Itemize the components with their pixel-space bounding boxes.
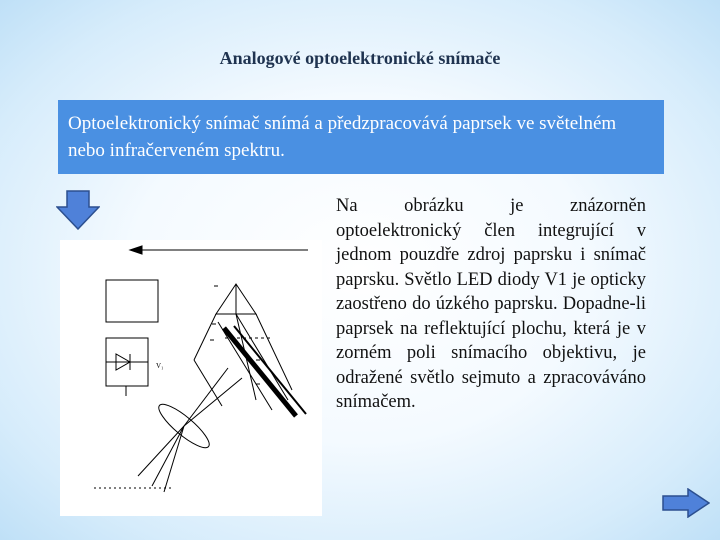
description-text: Na obrázku je znázorněn optoelektronický člen integrující v jednom pouzdře zdroj paprsku i snímač paprsku. Světlo LED diody V1 je opticky zaostřeno do úzkého paprsku. Dopadne-li paprsek na reflektující plochu, která je v zorném poli snímacího objektivu, je odražené světlo sejmuto a zpracováváno snímačem. xyxy=(336,196,646,412)
down-arrow-icon xyxy=(56,190,100,230)
label-v1: V₁ xyxy=(156,362,164,370)
optoelectronic-diagram xyxy=(60,240,322,516)
definition-banner: Optoelektronický snímač snímá a předzpracovává paprsek ve světelném nebo infračerveném spektru. xyxy=(58,100,664,174)
right-arrow-icon[interactable] xyxy=(662,488,710,518)
slide-title: Analogové optoelektronické snímače xyxy=(219,48,501,68)
